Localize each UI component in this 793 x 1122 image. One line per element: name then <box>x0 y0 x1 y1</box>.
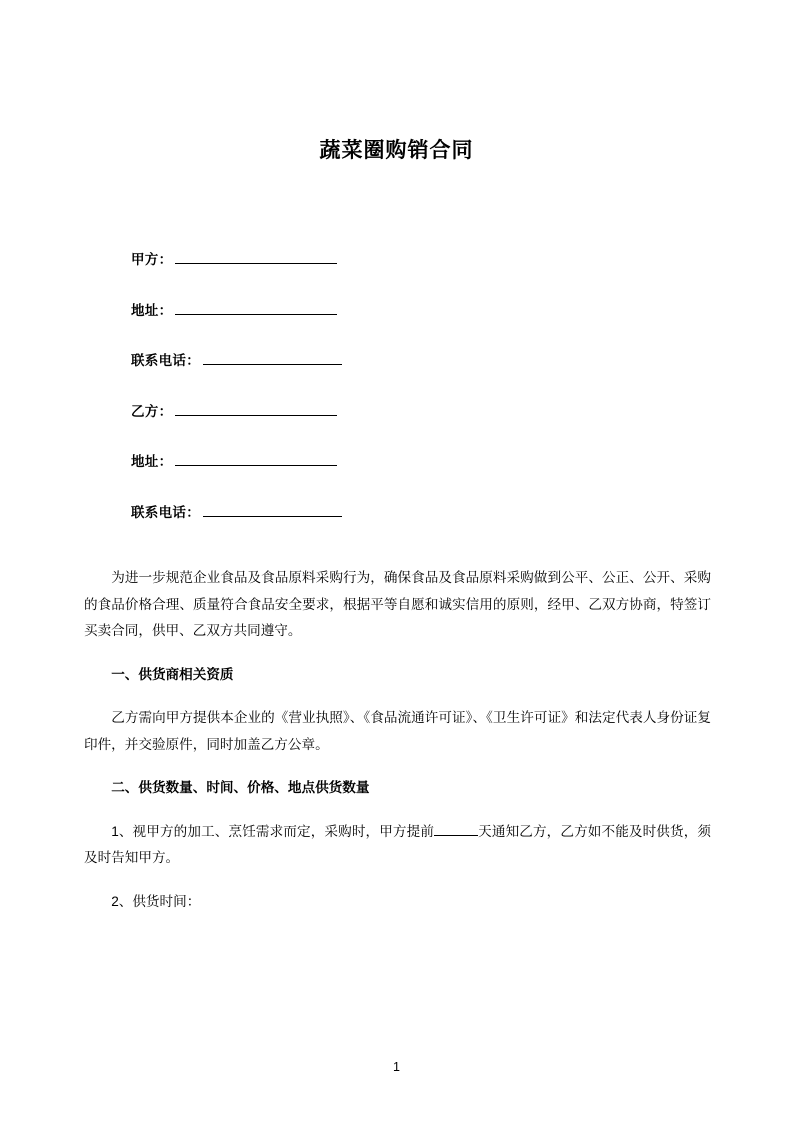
party-blank-address-2[interactable] <box>175 453 337 466</box>
section-2-item-1-text-a: 1、视甲方的加工、烹饪需求而定，采购时，甲方提前 <box>111 823 435 839</box>
page-number: 1 <box>393 1060 400 1074</box>
party-info-block <box>0 251 793 519</box>
party-label-yifang: 乙方： <box>131 403 173 419</box>
party-line-address-2 <box>131 453 793 469</box>
document-body <box>0 565 793 915</box>
party-line-yifang <box>131 403 793 419</box>
party-blank-phone-1[interactable] <box>203 352 342 365</box>
party-blank-phone-2[interactable] <box>203 504 342 517</box>
section-2-heading: 二、供货数量、时间、价格、地点供货数量 <box>111 780 370 796</box>
section-2-item-2: 2、供货时间： <box>111 893 201 909</box>
section-1-heading: 一、供货商相关资质 <box>111 666 234 682</box>
page-title: 蔬菜圈购销合同 <box>319 139 474 162</box>
party-blank-jiafang[interactable] <box>175 251 337 264</box>
party-label-jiafang: 甲方： <box>131 252 173 268</box>
section-1-body: 乙方需向甲方提供本企业的《营业执照》、《食品流通许可证》、《卫生许可证》和法定代表人身份证复印件，并交验原件，同时加盖乙方公章。 <box>84 710 711 752</box>
party-line-address-1 <box>131 302 793 318</box>
preamble-paragraph: 为进一步规范企业食品及食品原料采购行为，确保食品及食品原料采购做到公平、公正、公开、采购的食品价格合理、质量符合食品安全要求，根据平等自愿和诚实信用的原则，经甲、乙双方协商，特签订买卖合同，供甲、乙双方共同遵守。 <box>84 570 711 639</box>
party-label-phone-1: 联系电话： <box>131 353 200 369</box>
party-blank-address-1[interactable] <box>175 302 337 315</box>
party-line-phone-1 <box>131 352 793 368</box>
party-label-address-1: 地址： <box>131 302 173 318</box>
party-line-jiafang <box>131 251 793 267</box>
party-blank-yifang[interactable] <box>175 403 337 416</box>
notice-days-blank[interactable] <box>434 823 478 836</box>
party-label-phone-2: 联系电话： <box>131 504 200 520</box>
party-line-phone-2 <box>131 504 793 520</box>
section-2-item-1-text-b: 天通知乙方，乙方如不能及时供货，须及时告知甲方。 <box>84 823 712 866</box>
section-2-item-1 <box>84 819 711 872</box>
party-label-address-2: 地址： <box>131 454 173 470</box>
